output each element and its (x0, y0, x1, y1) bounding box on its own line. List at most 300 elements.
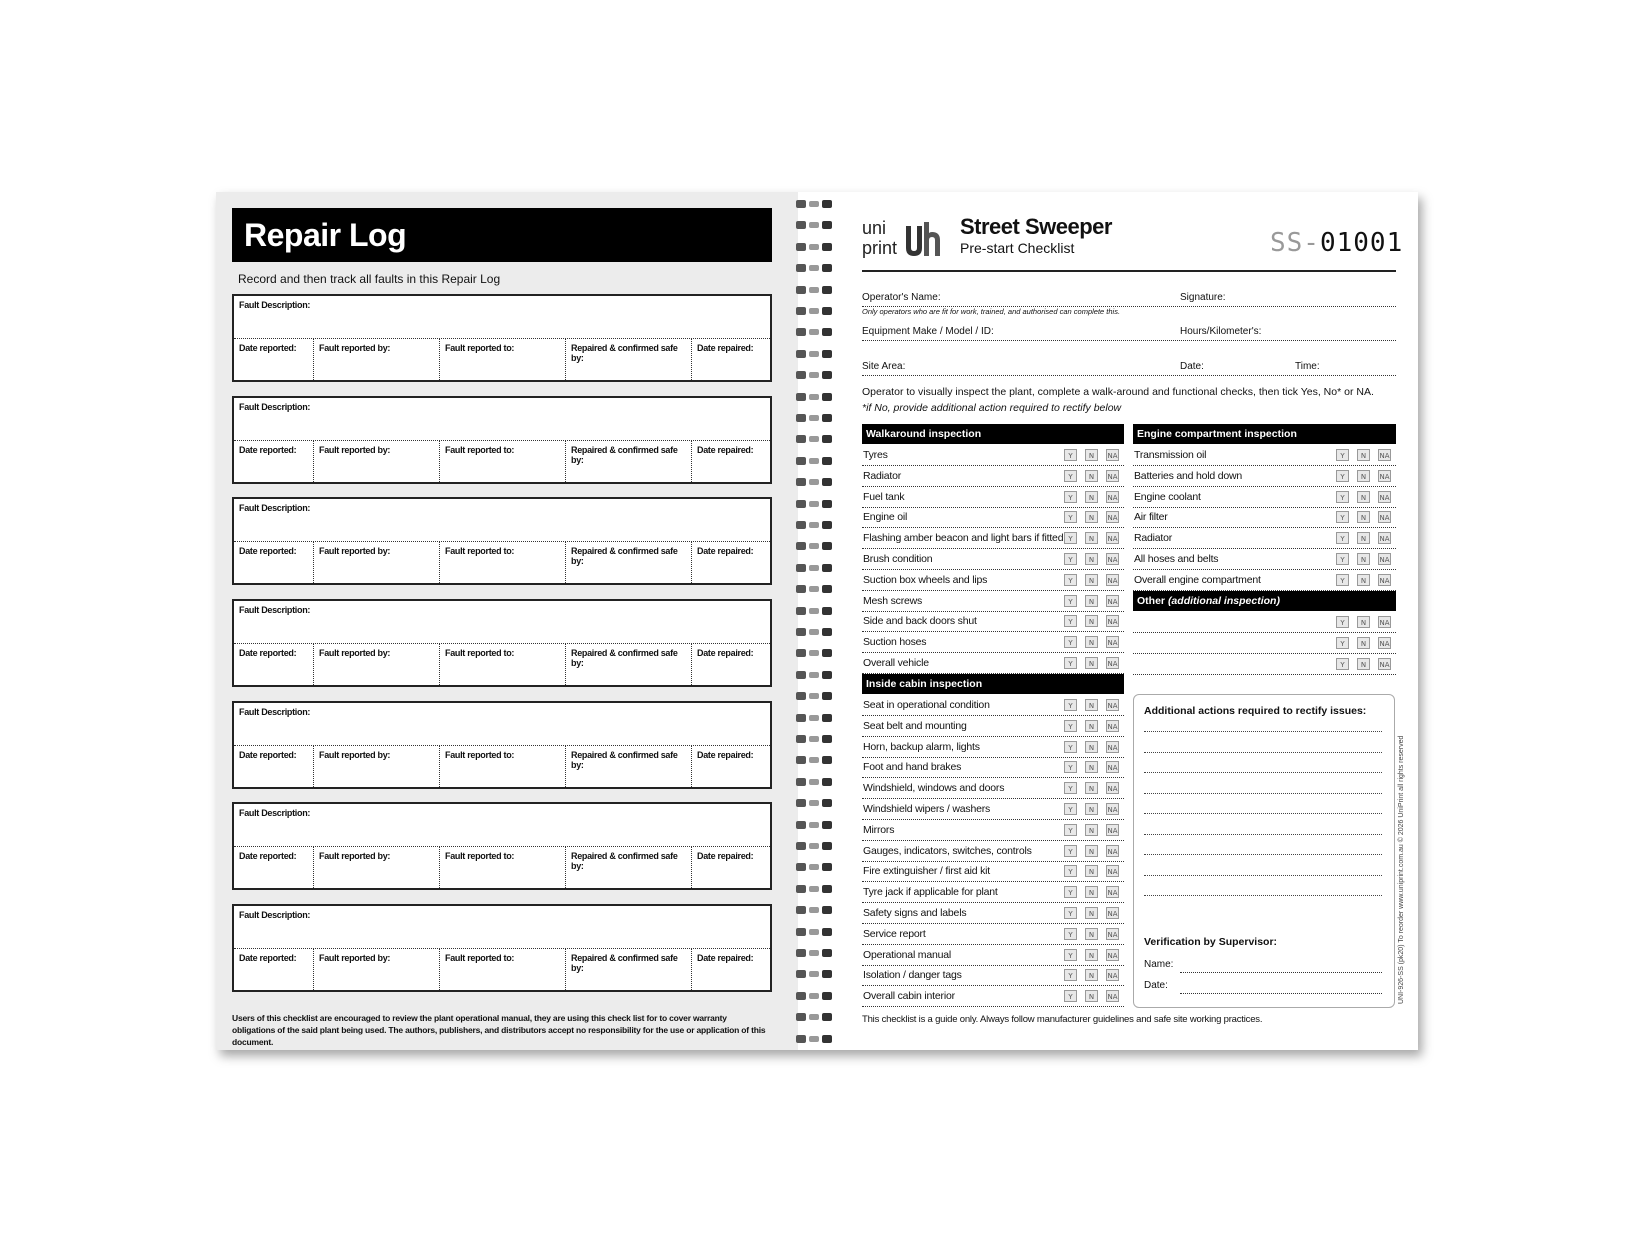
checkbox-y[interactable]: Y (1064, 699, 1077, 711)
verification-date-label: Date: (1144, 980, 1168, 991)
action-line[interactable] (1144, 875, 1382, 876)
walkaround-item-label: Flashing amber beacon and light bars if fitted (863, 532, 1064, 545)
cabin-item (862, 799, 1124, 820)
coil-part (796, 478, 806, 486)
cabin-item-label: Horn, backup alarm, lights (863, 740, 980, 753)
coil-part (796, 778, 806, 786)
other-header (1133, 591, 1396, 611)
checkbox-n[interactable]: N (1085, 657, 1098, 669)
walkaround-header (862, 424, 1124, 444)
coil-part (809, 329, 819, 335)
checkbox-y[interactable]: Y (1064, 615, 1077, 627)
coil-part (822, 371, 832, 379)
checkbox-na[interactable]: NA (1106, 949, 1119, 961)
walkaround-item (862, 611, 1124, 632)
checkbox-y[interactable]: Y (1064, 845, 1077, 857)
repair-field-reported-by[interactable]: Fault reported by: (314, 644, 440, 685)
coil-part (796, 949, 806, 957)
repair-field-date-repaired[interactable]: Date repaired: (697, 648, 754, 658)
spiral-coil (796, 284, 832, 296)
coil-part (796, 607, 806, 615)
checkbox-n[interactable]: N (1357, 637, 1370, 649)
checkbox-n[interactable]: N (1085, 782, 1098, 794)
checkbox-na[interactable]: NA (1378, 449, 1391, 461)
coil-part (809, 993, 819, 999)
repair-field-date-repaired[interactable]: Date repaired: (697, 851, 754, 861)
cabin-item (862, 716, 1124, 737)
repair-field-reported-to[interactable]: Fault reported to: (440, 542, 566, 583)
repair-field-date-repaired[interactable]: Date repaired: (697, 546, 754, 556)
checkbox-n[interactable]: N (1085, 928, 1098, 940)
coil-part (822, 671, 832, 679)
repair-field-reported-by[interactable]: Fault reported by: (314, 339, 440, 380)
checkbox-na[interactable]: NA (1106, 990, 1119, 1002)
checkbox-n[interactable]: N (1085, 532, 1098, 544)
checkbox-y[interactable]: Y (1336, 553, 1349, 565)
other-title: Other (1137, 595, 1166, 607)
checkbox-y[interactable]: Y (1336, 491, 1349, 503)
repair-field-repaired-by[interactable]: Repaired & confirmed safe by: (566, 847, 692, 888)
checkbox-y[interactable]: Y (1064, 449, 1077, 461)
coil-part (822, 500, 832, 508)
checkbox-na[interactable]: NA (1106, 636, 1119, 648)
fault-description-label: Fault Description: (239, 808, 311, 818)
action-line[interactable] (1144, 834, 1382, 835)
checkbox-na[interactable]: NA (1378, 574, 1391, 586)
checkbox-n[interactable]: N (1085, 553, 1098, 565)
checkbox-na[interactable]: NA (1106, 803, 1119, 815)
checkbox-n[interactable]: N (1357, 449, 1370, 461)
checkbox-na[interactable]: NA (1106, 657, 1119, 669)
spiral-coil (796, 819, 832, 831)
spiral-coil (796, 1033, 832, 1045)
checkbox-y[interactable]: Y (1064, 969, 1077, 981)
cabin-item (862, 695, 1124, 716)
coil-part (822, 906, 832, 914)
checkbox-na[interactable]: NA (1106, 532, 1119, 544)
checkbox-n[interactable]: N (1357, 616, 1370, 628)
repair-field-repaired-by[interactable]: Repaired & confirmed safe by: (566, 644, 692, 685)
spiral-coil (796, 562, 832, 574)
spiral-coil (796, 647, 832, 659)
checkbox-y[interactable]: Y (1064, 574, 1077, 586)
walkaround-item (862, 466, 1124, 487)
spiral-coil (796, 904, 832, 916)
checkbox-n[interactable]: N (1085, 990, 1098, 1002)
other-title-italic: (additional inspection) (1167, 595, 1280, 607)
checkbox-na[interactable]: NA (1106, 511, 1119, 523)
action-line[interactable] (1144, 731, 1382, 732)
cabin-item (862, 903, 1124, 924)
checkbox-y[interactable]: Y (1064, 824, 1077, 836)
coil-part (809, 565, 819, 571)
action-line[interactable] (1144, 854, 1382, 855)
coil-part (796, 1035, 806, 1043)
repair-field-date-repaired[interactable]: Date repaired: (697, 750, 754, 760)
checkbox-y[interactable]: Y (1336, 574, 1349, 586)
engine-item (1133, 445, 1396, 466)
repair-field-date-reported[interactable]: Date reported: (234, 949, 314, 990)
repair-field-date-reported[interactable]: Date reported: (234, 746, 314, 787)
checkbox-y[interactable]: Y (1336, 637, 1349, 649)
coil-part (796, 435, 806, 443)
cabin-item (862, 924, 1124, 945)
repair-field-repaired-by[interactable]: Repaired & confirmed safe by: (566, 542, 692, 583)
coil-part (796, 585, 806, 593)
checkbox-y[interactable]: Y (1064, 553, 1077, 565)
checkbox-n[interactable]: N (1357, 532, 1370, 544)
cabin-item-label: Foot and hand brakes (863, 761, 962, 774)
cabin-item-label: Seat belt and mounting (863, 719, 967, 732)
checkbox-n[interactable]: N (1357, 553, 1370, 565)
repair-field-reported-to[interactable]: Fault reported to: (440, 746, 566, 787)
coil-part (822, 435, 832, 443)
spiral-coil (796, 968, 832, 980)
checkbox-n[interactable]: N (1085, 803, 1098, 815)
cabin-item-label: Tyre jack if applicable for plant (863, 886, 998, 899)
checkbox-na[interactable]: NA (1106, 553, 1119, 565)
checkbox-y[interactable]: Y (1064, 886, 1077, 898)
equipment-label: Equipment Make / Model / ID: (862, 326, 994, 337)
walkaround-item (862, 528, 1124, 549)
repair-field-date-repaired[interactable]: Date repaired: (697, 953, 754, 963)
repair-entry-row (234, 338, 770, 380)
coil-part (809, 543, 819, 549)
checkbox-na[interactable]: NA (1378, 616, 1391, 628)
repair-field-reported-to[interactable]: Fault reported to: (440, 847, 566, 888)
walkaround-item-label: Suction hoses (863, 636, 927, 649)
operator-note: Only operators who are fit for work, trained, and authorised can complete this. (862, 307, 1121, 316)
repair-entry[interactable] (232, 599, 772, 687)
uh-logo-icon (902, 220, 944, 260)
coil-part (796, 906, 806, 914)
checkbox-n[interactable]: N (1085, 907, 1098, 919)
checkbox-na[interactable]: NA (1106, 782, 1119, 794)
checkbox-y[interactable]: Y (1064, 595, 1077, 607)
checkbox-y[interactable]: Y (1064, 990, 1077, 1002)
walkaround-title: Walkaround inspection (866, 428, 982, 440)
checkbox-na[interactable]: NA (1378, 511, 1391, 523)
cabin-title: Inside cabin inspection (866, 678, 983, 690)
coil-part (796, 542, 806, 550)
coil-part (822, 585, 832, 593)
coil-part (796, 307, 806, 315)
other-item (1133, 612, 1396, 633)
checkbox-na[interactable]: NA (1106, 574, 1119, 586)
instruction-note: *if No, provide additional action required to rectify below (862, 402, 1122, 414)
coil-part (822, 821, 832, 829)
coil-part (822, 478, 832, 486)
checkbox-y[interactable]: Y (1064, 803, 1077, 815)
checkbox-na[interactable]: NA (1106, 969, 1119, 981)
checkbox-y[interactable]: Y (1064, 741, 1077, 753)
repair-entry-row (234, 643, 770, 685)
repair-field-reported-by[interactable]: Fault reported by: (314, 847, 440, 888)
coil-part (809, 971, 819, 977)
action-line[interactable] (1144, 772, 1382, 773)
coil-part (809, 372, 819, 378)
cabin-item-label: Operational manual (863, 948, 952, 961)
checkbox-n[interactable]: N (1085, 574, 1098, 586)
checkbox-y[interactable]: Y (1064, 636, 1077, 648)
repair-entry-row (234, 745, 770, 787)
checkbox-n[interactable]: N (1085, 699, 1098, 711)
checkbox-n[interactable]: N (1357, 470, 1370, 482)
checkbox-y[interactable]: Y (1336, 449, 1349, 461)
coil-part (809, 201, 819, 207)
uniprint-logo (862, 218, 944, 260)
fault-description-label: Fault Description: (239, 503, 311, 513)
spiral-coil (796, 262, 832, 274)
coil-part (796, 200, 806, 208)
checkbox-n[interactable]: N (1085, 865, 1098, 877)
checkbox-na[interactable]: NA (1106, 907, 1119, 919)
coil-part (796, 371, 806, 379)
engine-item (1133, 487, 1396, 508)
coil-part (822, 863, 832, 871)
checkbox-na[interactable]: NA (1106, 470, 1119, 482)
checkbox-n[interactable]: N (1085, 720, 1098, 732)
repair-entry[interactable] (232, 294, 772, 382)
checkbox-y[interactable]: Y (1336, 532, 1349, 544)
checkbox-na[interactable]: NA (1106, 615, 1119, 627)
repair-entry[interactable] (232, 701, 772, 789)
fault-description-label: Fault Description: (239, 707, 311, 717)
walkaround-item (862, 591, 1124, 612)
checkbox-n[interactable]: N (1085, 886, 1098, 898)
checkbox-n[interactable]: N (1357, 511, 1370, 523)
checkbox-y[interactable]: Y (1064, 470, 1077, 482)
action-line[interactable] (1144, 813, 1382, 814)
verification-date-line[interactable] (1180, 993, 1382, 994)
repair-field-repaired-by[interactable]: Repaired & confirmed safe by: (566, 949, 692, 990)
spiral-coil (796, 947, 832, 959)
repair-field-date-reported[interactable]: Date reported: (234, 644, 314, 685)
checkbox-n[interactable]: N (1085, 449, 1098, 461)
checkbox-n[interactable]: N (1085, 969, 1098, 981)
coil-part (809, 287, 819, 293)
other-item (1133, 633, 1396, 654)
engine-item-label: Transmission oil (1134, 449, 1207, 461)
coil-part (796, 863, 806, 871)
coil-part (822, 735, 832, 743)
repair-field-date-reported[interactable]: Date reported: (234, 441, 314, 482)
checkbox-y[interactable]: Y (1064, 720, 1077, 732)
repair-field-date-reported[interactable]: Date reported: (234, 339, 314, 380)
spiral-coil (796, 754, 832, 766)
checkbox-na[interactable]: NA (1378, 553, 1391, 565)
checkbox-na[interactable]: NA (1106, 595, 1119, 607)
repair-field-reported-to[interactable]: Fault reported to: (440, 441, 566, 482)
checkbox-n[interactable]: N (1085, 470, 1098, 482)
coil-part (822, 564, 832, 572)
engine-item-label: Radiator (1134, 532, 1173, 545)
checkbox-y[interactable]: Y (1064, 949, 1077, 961)
walkaround-item-label: Brush condition (863, 553, 933, 565)
checkbox-y[interactable]: Y (1064, 491, 1077, 503)
checkbox-n[interactable]: N (1085, 741, 1098, 753)
coil-part (809, 244, 819, 250)
checkbox-y[interactable]: Y (1064, 782, 1077, 794)
repair-entry[interactable] (232, 396, 772, 484)
checkbox-y[interactable]: Y (1064, 761, 1077, 773)
checkbox-na[interactable]: NA (1106, 886, 1119, 898)
fault-description-label: Fault Description: (239, 910, 311, 920)
checkbox-y[interactable]: Y (1064, 907, 1077, 919)
walkaround-item-label: Engine oil (863, 511, 908, 524)
walkaround-item (862, 653, 1124, 674)
spiral-coil (796, 626, 832, 638)
coil-part (796, 885, 806, 893)
coil-part (822, 393, 832, 401)
checkbox-n[interactable]: N (1085, 636, 1098, 648)
coil-part (796, 414, 806, 422)
repair-entry-row (234, 541, 770, 583)
checkbox-na[interactable]: NA (1106, 741, 1119, 753)
coil-part (796, 1013, 806, 1021)
walkaround-item-label: Radiator (863, 469, 902, 482)
spiral-coil (796, 669, 832, 681)
verification-name-label: Name: (1144, 959, 1174, 970)
repair-log-subtitle: Record and then track all faults in this Repair Log (238, 272, 501, 286)
checkbox-na[interactable]: NA (1106, 699, 1119, 711)
action-line[interactable] (1144, 793, 1382, 794)
coil-part (796, 457, 806, 465)
checkbox-n[interactable]: N (1085, 595, 1098, 607)
coil-part (796, 756, 806, 764)
coil-part (796, 714, 806, 722)
repair-field-reported-by[interactable]: Fault reported by: (314, 949, 440, 990)
checkbox-na[interactable]: NA (1378, 470, 1391, 482)
engine-item-label: All hoses and belts (1134, 553, 1219, 565)
checkbox-n[interactable]: N (1085, 491, 1098, 503)
spiral-coil (796, 733, 832, 745)
checkbox-na[interactable]: NA (1106, 491, 1119, 503)
coil-part (822, 992, 832, 1000)
repair-entry[interactable] (232, 904, 772, 992)
engine-item (1133, 549, 1396, 570)
repair-field-date-repaired[interactable]: Date repaired: (697, 445, 754, 455)
repair-field-reported-to[interactable]: Fault reported to: (440, 339, 566, 380)
cabin-item (862, 986, 1124, 1007)
checkbox-y[interactable]: Y (1064, 928, 1077, 940)
spiral-coil (796, 797, 832, 809)
coil-part (809, 929, 819, 935)
checkbox-na[interactable]: NA (1378, 491, 1391, 503)
site-area-label: Site Area: (862, 361, 906, 372)
cabin-item-label: Service report (863, 927, 926, 940)
coil-part (809, 479, 819, 485)
repair-log-title: Repair Log (232, 208, 772, 262)
spiral-coil (796, 241, 832, 253)
checkbox-n[interactable]: N (1085, 845, 1098, 857)
repair-field-reported-by[interactable]: Fault reported by: (314, 542, 440, 583)
repair-entry[interactable] (232, 497, 772, 585)
cabin-item (862, 737, 1124, 758)
checkbox-na[interactable]: NA (1378, 532, 1391, 544)
repair-field-reported-by[interactable]: Fault reported by: (314, 746, 440, 787)
coil-part (796, 992, 806, 1000)
coil-part (809, 415, 819, 421)
repair-field-date-repaired[interactable]: Date repaired: (697, 343, 754, 353)
checkbox-y[interactable]: Y (1064, 511, 1077, 523)
repair-field-reported-to[interactable]: Fault reported to: (440, 949, 566, 990)
coil-part (809, 608, 819, 614)
coil-part (822, 778, 832, 786)
coil-part (809, 843, 819, 849)
action-line[interactable] (1144, 895, 1382, 896)
coil-part (809, 715, 819, 721)
checklist-subtitle: Pre-start Checklist (960, 240, 1075, 256)
coil-part (809, 800, 819, 806)
spiral-coil (796, 583, 832, 595)
checkbox-na[interactable]: NA (1106, 761, 1119, 773)
repair-entry[interactable] (232, 802, 772, 890)
repair-field-reported-by[interactable]: Fault reported by: (314, 441, 440, 482)
repair-field-date-reported[interactable]: Date reported: (234, 847, 314, 888)
checkbox-y[interactable]: Y (1064, 532, 1077, 544)
checkbox-na[interactable]: NA (1106, 865, 1119, 877)
repair-field-date-reported[interactable]: Date reported: (234, 542, 314, 583)
checklist-title: Street Sweeper (960, 214, 1112, 239)
spiral-coil (796, 433, 832, 445)
checkbox-na[interactable]: NA (1106, 449, 1119, 461)
coil-part (809, 1014, 819, 1020)
spiral-coil (796, 326, 832, 338)
checkbox-n[interactable]: N (1085, 824, 1098, 836)
hours-label: Hours/Kilometer's: (1180, 326, 1262, 337)
checkbox-n[interactable]: N (1357, 658, 1370, 670)
coil-part (822, 414, 832, 422)
equipment-line[interactable] (862, 340, 1396, 341)
checkbox-y[interactable]: Y (1064, 865, 1077, 877)
checkbox-n[interactable]: N (1357, 491, 1370, 503)
coil-part (796, 500, 806, 508)
verification-name-line[interactable] (1180, 972, 1382, 973)
spiral-coil (796, 605, 832, 617)
checkbox-y[interactable]: Y (1336, 470, 1349, 482)
coil-part (809, 650, 819, 656)
checkbox-y[interactable]: Y (1336, 511, 1349, 523)
repair-field-reported-to[interactable]: Fault reported to: (440, 644, 566, 685)
repair-field-repaired-by[interactable]: Repaired & confirmed safe by: (566, 441, 692, 482)
site-line[interactable] (862, 375, 1396, 376)
walkaround-item-label: Mesh screws (863, 594, 923, 607)
checkbox-na[interactable]: NA (1106, 720, 1119, 732)
checkbox-na[interactable]: NA (1378, 637, 1391, 649)
checkbox-y[interactable]: Y (1336, 616, 1349, 628)
checkbox-y[interactable]: Y (1336, 658, 1349, 670)
checkbox-na[interactable]: NA (1106, 845, 1119, 857)
spiral-coil (796, 498, 832, 510)
checkbox-n[interactable]: N (1085, 615, 1098, 627)
coil-part (809, 308, 819, 314)
checkbox-na[interactable]: NA (1106, 928, 1119, 940)
other-item (1133, 654, 1396, 675)
coil-part (809, 629, 819, 635)
checkbox-na[interactable]: NA (1106, 824, 1119, 836)
repair-field-repaired-by[interactable]: Repaired & confirmed safe by: (566, 746, 692, 787)
checkbox-n[interactable]: N (1085, 511, 1098, 523)
checkbox-y[interactable]: Y (1064, 657, 1077, 669)
checkbox-n[interactable]: N (1085, 949, 1098, 961)
repair-field-repaired-by[interactable]: Repaired & confirmed safe by: (566, 339, 692, 380)
checkbox-n[interactable]: N (1357, 574, 1370, 586)
action-line[interactable] (1144, 752, 1382, 753)
checkbox-n[interactable]: N (1085, 761, 1098, 773)
coil-part (796, 350, 806, 358)
checkbox-na[interactable]: NA (1378, 658, 1391, 670)
